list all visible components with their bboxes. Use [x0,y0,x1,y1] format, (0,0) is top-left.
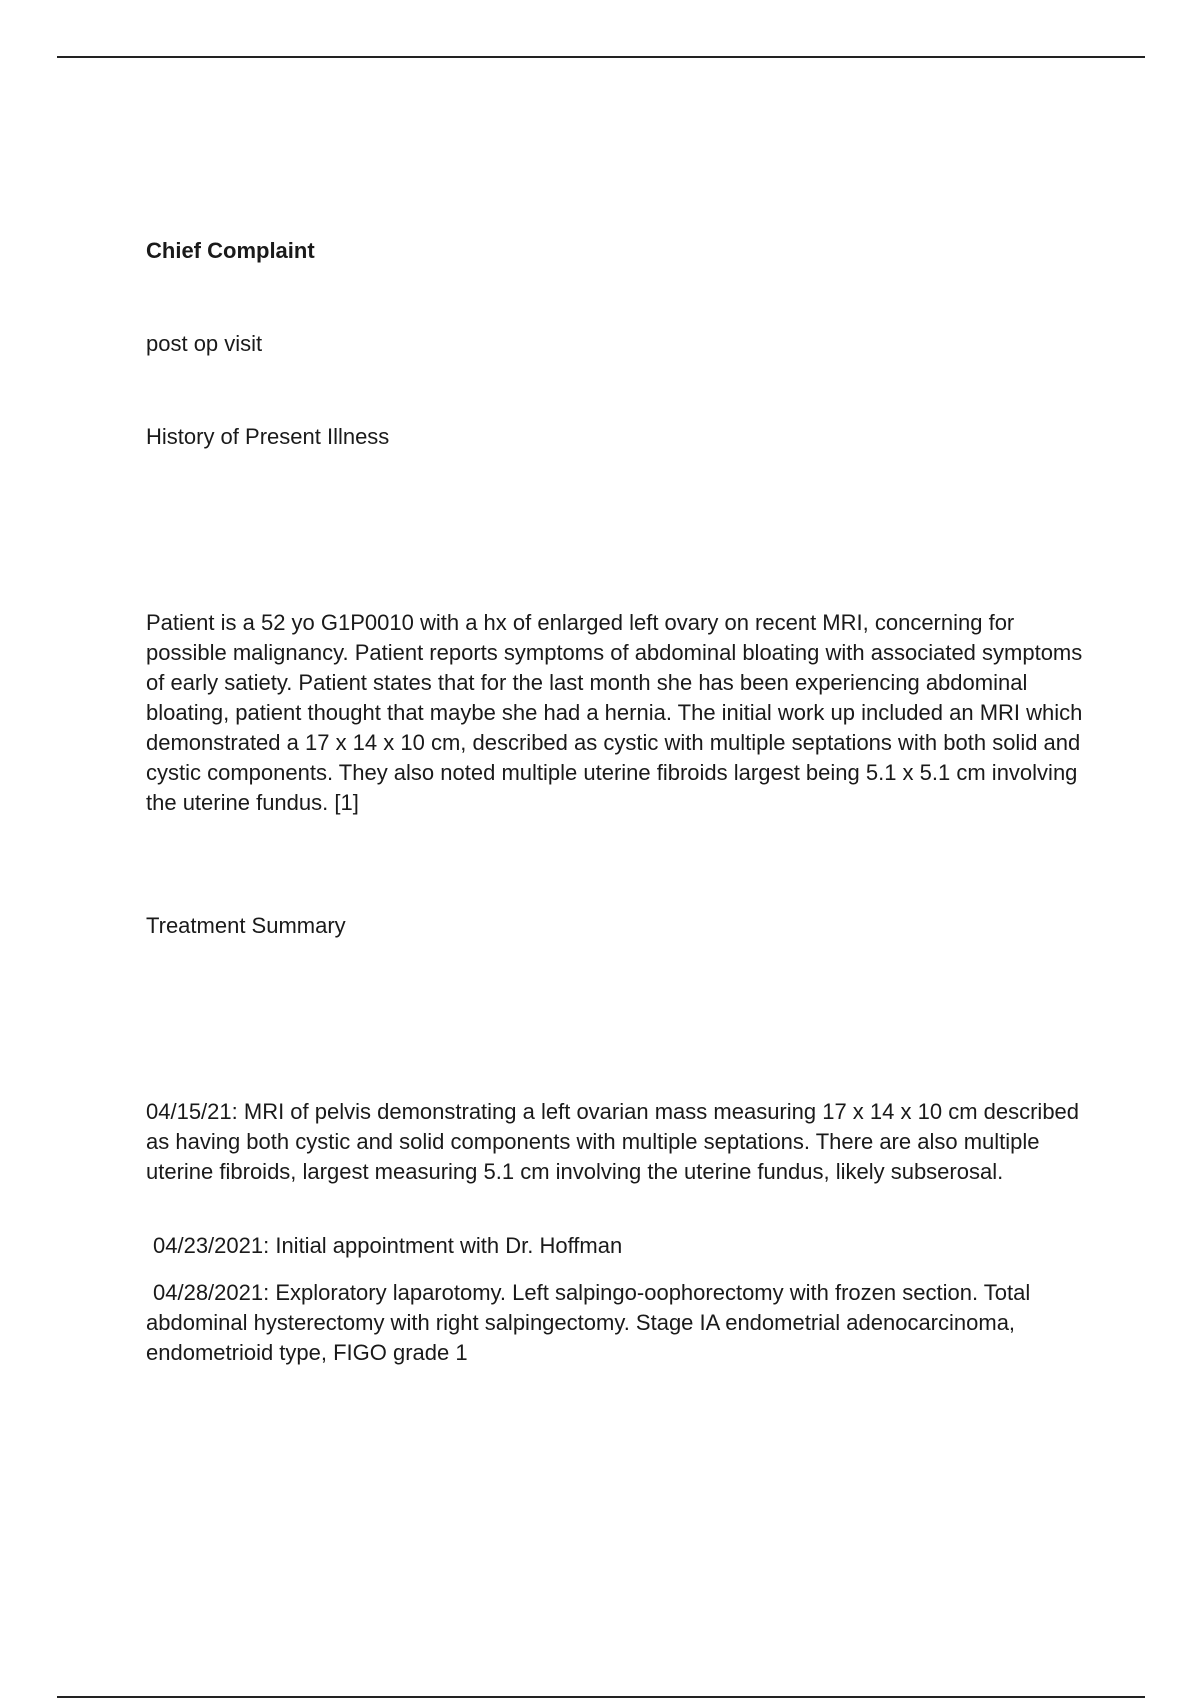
treatment-summary-heading: Treatment Summary [146,913,346,938]
treatment-entry: 04/15/21: MRI of pelvis demonstrating a left ovarian mass measuring 17 x 14 x 10 cm described as having both cystic and solid components with multiple septations. There are also multiple uterine fibroids, largest measuring 5.1 cm involving the uterine fundus, likely subserosal. [146,1099,1080,1184]
hpi-heading: History of Present Illness [146,424,390,449]
chief-complaint-heading: Chief Complaint [146,238,315,263]
bottom-divider [57,1696,1145,1698]
top-divider [57,56,1145,58]
hpi-text: Patient is a 52 yo G1P0010 with a hx of enlarged left ovary on recent MRI, concerning for possible malignancy. Patient reports symptoms of abdominal bloating with associated symptoms of early satiety. Patient states that for the last month she has been experiencing abdominal bloating, patient thought that maybe she had a hernia. The initial work up included an MRI which demonstrated a 17 x 14 x 10 cm, described as cystic with multiple septations with both solid and cystic components. They also noted multiple uterine fibroids largest being 5.1 x 5.1 cm involving the uterine fundus. [1] [146,610,1083,815]
treatment-entry: 04/28/2021: Exploratory laparotomy. Left salpingo-oophorectomy with frozen section. Total abdominal hysterectomy with right salpingectomy. Stage IA endometrial adenocarcinoma, endometrioid type, FIGO grade 1 [146,1280,1031,1365]
chief-complaint-text: post op visit [146,331,263,356]
treatment-entry: 04/23/2021: Initial appointment with Dr. Hoffman [153,1233,623,1258]
